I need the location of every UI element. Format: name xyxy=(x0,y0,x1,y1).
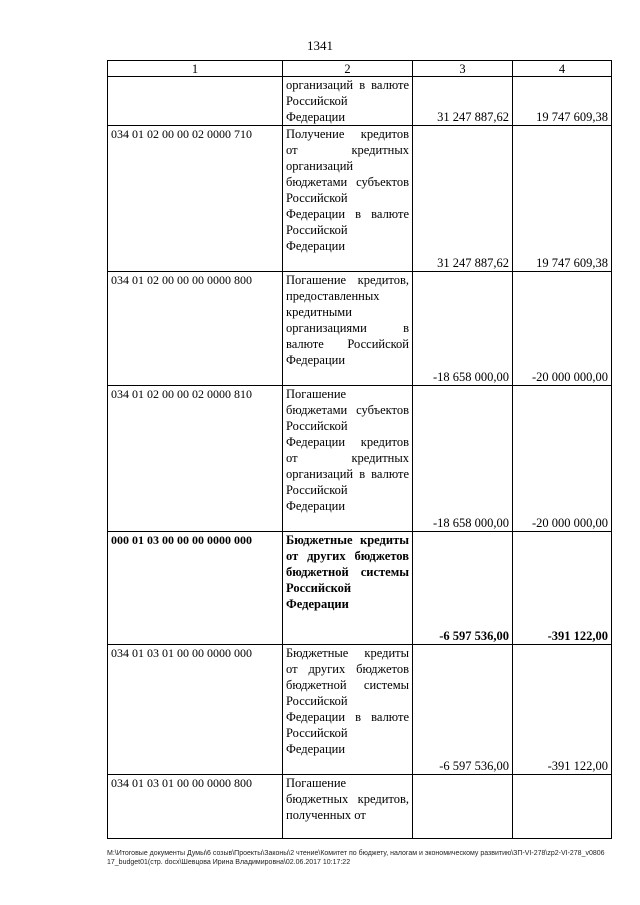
amount-col3: -6 597 536,00 xyxy=(413,645,513,775)
amount-col4: -391 122,00 xyxy=(513,532,612,645)
budget-code: 000 01 03 00 00 00 0000 000 xyxy=(108,532,283,645)
table-row xyxy=(108,645,612,775)
item-name: Бюджетные кредиты от других бюджетов бюджетной системы Российской Федерации xyxy=(283,532,413,645)
amount-col3: -18 658 000,00 xyxy=(413,386,513,532)
item-name: Погашение бюджетами субъектов Российской Федерации кредитов от кредитных организаций в валюте Российской Федерации xyxy=(283,386,413,532)
table-row xyxy=(108,532,612,645)
table-row xyxy=(108,386,612,532)
item-name: организаций в валюте Российской Федерации xyxy=(283,77,413,126)
table-row xyxy=(108,77,612,126)
budget-code: 034 01 03 01 00 00 0000 800 xyxy=(108,775,283,839)
table-header-row xyxy=(108,61,612,77)
table-row xyxy=(108,272,612,386)
amount-col4: 19 747 609,38 xyxy=(513,77,612,126)
amount-col3: 31 247 887,62 xyxy=(413,77,513,126)
table-row xyxy=(108,126,612,272)
column-header: 4 xyxy=(513,61,612,77)
amount-col4: -391 122,00 xyxy=(513,645,612,775)
amount-col4: 19 747 609,38 xyxy=(513,126,612,272)
item-name: Погашение кредитов, предоставленных кредитными организациями в валюте Российской Федерации xyxy=(283,272,413,386)
page-number: 1341 xyxy=(307,38,333,53)
column-header: 3 xyxy=(413,61,513,77)
column-header: 2 xyxy=(283,61,413,77)
budget-code: 034 01 02 00 00 02 0000 710 xyxy=(108,126,283,272)
item-name: Погашение бюджетных кредитов, полученных от xyxy=(283,775,413,839)
amount-col3: -6 597 536,00 xyxy=(413,532,513,645)
amount-col3: 31 247 887,62 xyxy=(413,126,513,272)
budget-code xyxy=(108,77,283,126)
item-name: Получение кредитов от кредитных организаций бюджетами субъектов Российской Федерации в валюте Российской Федерации xyxy=(283,126,413,272)
amount-col4: -20 000 000,00 xyxy=(513,386,612,532)
column-header: 1 xyxy=(108,61,283,77)
document-footer-path: М:\Итоговые документы Думы\6 созыв\Проекты\Законы\2 чтение\Комитет по бюджету, налогам и экономическому развитию\ЗП-VI-278\zp2-VI-278_v080617_budget01(стр. docx\Шевцова Ирина Владимировна\02.06.2017 10:17:22 xyxy=(107,850,605,866)
amount-col4: -20 000 000,00 xyxy=(513,272,612,386)
budget-code: 034 01 03 01 00 00 0000 000 xyxy=(108,645,283,775)
amount-col4 xyxy=(513,775,612,839)
amount-col3 xyxy=(413,775,513,839)
item-name: Бюджетные кредиты от других бюджетов бюджетной системы Российской Федерации в валюте Российской Федерации xyxy=(283,645,413,775)
table-row xyxy=(108,775,612,839)
budget-code: 034 01 02 00 00 02 0000 810 xyxy=(108,386,283,532)
budget-table xyxy=(107,60,612,839)
amount-col3: -18 658 000,00 xyxy=(413,272,513,386)
budget-code: 034 01 02 00 00 00 0000 800 xyxy=(108,272,283,386)
